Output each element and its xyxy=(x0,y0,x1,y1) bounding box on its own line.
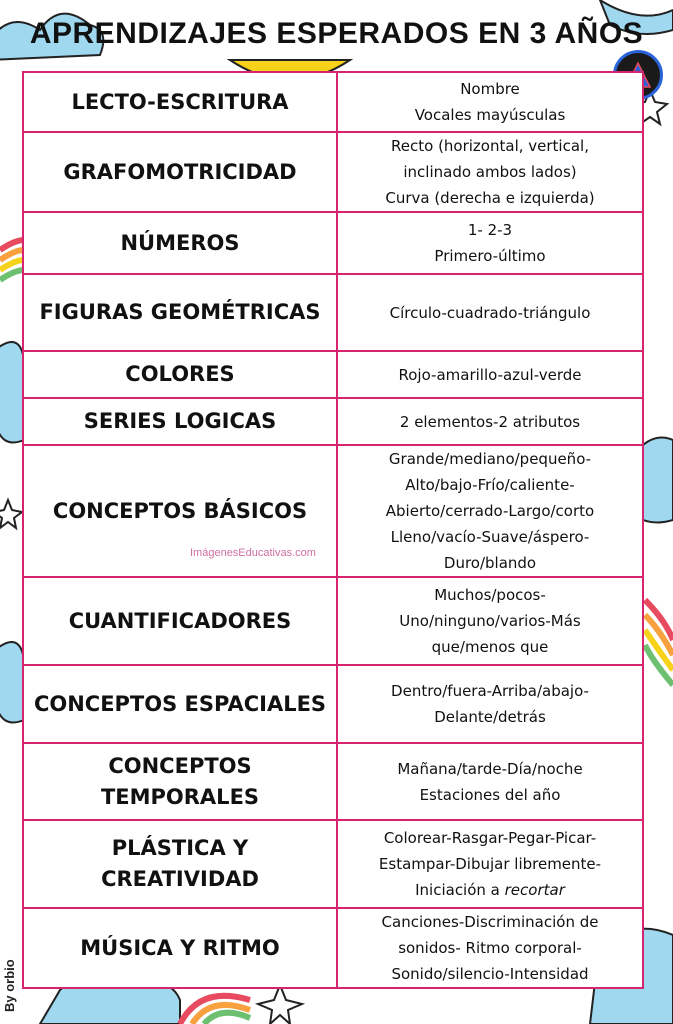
detail-text: Rojo-amarillo-azul-verde xyxy=(398,365,582,384)
detail-text: Primero-último xyxy=(434,247,546,265)
category-label: PLÁSTICA Y CREATIVIDAD xyxy=(23,820,337,908)
category-label: NÚMEROS xyxy=(23,212,337,274)
star-icon xyxy=(0,500,22,528)
category-details xyxy=(337,743,643,820)
table-row xyxy=(23,351,643,398)
detail-text: Sonido/silencio-Intensidad xyxy=(391,965,589,983)
category-label: LECTO-ESCRITURA xyxy=(23,72,337,132)
table-row xyxy=(23,445,643,577)
detail-text: Abierto/cerrado-Largo/corto xyxy=(385,502,595,520)
category-details xyxy=(337,398,643,445)
detail-line xyxy=(344,524,636,550)
learning-table xyxy=(22,71,644,989)
detail-line xyxy=(344,217,636,243)
detail-line xyxy=(344,756,636,782)
category-details xyxy=(337,132,643,212)
category-details xyxy=(337,72,643,132)
detail-text: Estaciones del año xyxy=(419,785,561,804)
detail-text: Círculo-cuadrado-triángulo xyxy=(389,303,591,322)
detail-text: Colorear-Rasgar-Pegar-Picar- xyxy=(383,829,597,847)
table-row xyxy=(23,577,643,665)
table-row xyxy=(23,820,643,908)
table-row xyxy=(23,908,643,988)
detail-line xyxy=(344,498,636,524)
category-label: CONCEPTOS TEMPORALES xyxy=(23,743,337,820)
table-row xyxy=(23,665,643,743)
detail-line xyxy=(344,909,636,935)
category-label: COLORES xyxy=(23,351,337,398)
table-row xyxy=(23,72,643,132)
detail-text: Alto/bajo-Frío/caliente- xyxy=(405,476,575,494)
detail-text: Vocales mayúsculas xyxy=(414,106,566,124)
detail-text: que/menos que xyxy=(431,638,549,656)
detail-text: Curva (derecha e izquierda) xyxy=(385,189,595,207)
detail-line xyxy=(344,825,636,851)
category-label: MÚSICA Y RITMO xyxy=(23,908,337,988)
detail-text: Recto (horizontal, vertical, xyxy=(391,137,589,155)
detail-line xyxy=(344,409,636,435)
detail-italic-text: recortar xyxy=(504,881,565,899)
detail-line xyxy=(344,678,636,704)
category-details xyxy=(337,577,643,665)
category-label: GRAFOMOTRICIDAD xyxy=(23,132,337,212)
category-details xyxy=(337,665,643,743)
table-row xyxy=(23,398,643,445)
detail-line xyxy=(344,550,636,576)
category-details xyxy=(337,351,643,398)
table-row xyxy=(23,743,643,820)
page-title: APRENDIZAJES ESPERADOS EN 3 AÑOS xyxy=(29,17,644,50)
detail-line xyxy=(344,782,636,808)
detail-text: sonidos- Ritmo corporal- xyxy=(398,939,582,957)
category-details xyxy=(337,274,643,351)
category-details xyxy=(337,445,643,577)
star-icon xyxy=(258,985,302,1024)
category-label: SERIES LOGICAS xyxy=(23,398,337,445)
table-row xyxy=(23,132,643,212)
detail-line xyxy=(344,243,636,269)
table-row xyxy=(23,274,643,351)
detail-line xyxy=(344,877,636,903)
rainbow-icon xyxy=(204,1013,250,1024)
detail-line xyxy=(344,704,636,730)
cloud-icon xyxy=(0,642,24,723)
detail-line xyxy=(344,961,636,987)
detail-line xyxy=(344,362,636,388)
detail-text: Uno/ninguno/varios-Más xyxy=(399,612,581,630)
detail-text: Delante/detrás xyxy=(434,708,546,726)
detail-text: Mañana/tarde-Día/noche xyxy=(397,759,583,778)
detail-text: Iniciación a xyxy=(415,881,505,899)
detail-line xyxy=(344,634,636,660)
detail-line xyxy=(344,472,636,498)
category-details xyxy=(337,212,643,274)
detail-text: inclinado ambos lados) xyxy=(403,163,577,181)
detail-line xyxy=(344,76,636,102)
detail-text: Lleno/vacío-Suave/áspero- xyxy=(390,528,590,546)
detail-text: Estampar-Dibujar libremente- xyxy=(378,855,602,873)
table-row xyxy=(23,212,643,274)
detail-line xyxy=(344,185,636,211)
rainbow-icon xyxy=(180,996,250,1024)
detail-text: Duro/blando xyxy=(443,554,537,572)
detail-text: Nombre xyxy=(460,80,520,98)
detail-text: Dentro/fuera-Arriba/abajo- xyxy=(391,682,589,700)
detail-text: Grande/mediano/pequeño- xyxy=(388,450,592,468)
detail-line xyxy=(344,608,636,634)
category-details xyxy=(337,820,643,908)
detail-line xyxy=(344,582,636,608)
detail-line xyxy=(344,102,636,128)
category-details xyxy=(337,908,643,988)
detail-line xyxy=(344,159,636,185)
cloud-icon xyxy=(0,342,24,443)
detail-text: 1- 2-3 xyxy=(467,221,513,239)
category-label: CONCEPTOS ESPACIALES xyxy=(23,665,337,743)
watermark: ImágenesEducativas.com xyxy=(190,547,316,559)
detail-text: Canciones-Discriminación de xyxy=(381,913,599,931)
detail-line xyxy=(344,851,636,877)
detail-text: 2 elementos-2 atributos xyxy=(399,412,581,431)
detail-text: Muchos/pocos- xyxy=(434,586,546,604)
detail-line xyxy=(344,133,636,159)
detail-line xyxy=(344,935,636,961)
rainbow-icon xyxy=(0,270,24,280)
detail-line xyxy=(344,446,636,472)
category-label: CUANTIFICADORES xyxy=(23,577,337,665)
detail-line xyxy=(344,300,636,326)
category-label: FIGURAS GEOMÉTRICAS xyxy=(23,274,337,351)
author-credit: By orbio xyxy=(2,959,17,1012)
category-label: CONCEPTOS BÁSICOS xyxy=(23,445,337,577)
